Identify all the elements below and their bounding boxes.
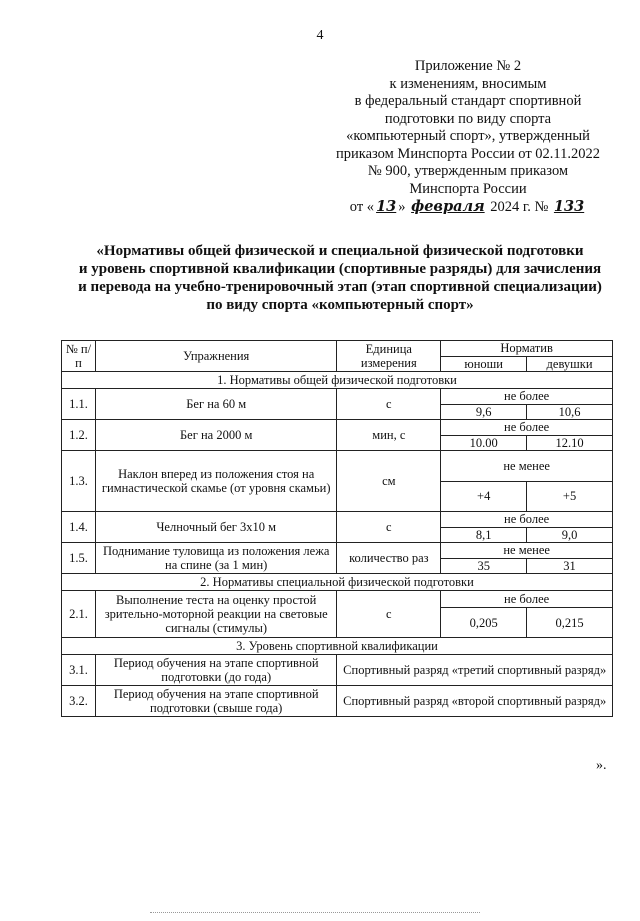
row-num: 2.1. — [62, 591, 96, 638]
appendix-line: Приложение № 2 — [414, 58, 522, 74]
value-girls: 9,0 — [527, 527, 613, 543]
value-boys: 0,205 — [441, 608, 527, 638]
value-boys: +4 — [441, 481, 527, 512]
section-title: 2. Нормативы специальной физической подготовки — [62, 574, 613, 591]
row-num: 1.1. — [62, 389, 96, 420]
table-row — [62, 655, 613, 686]
row-exercise: Период обучения на этапе спортивной подготовки (свыше года) — [95, 686, 336, 717]
row-num: 1.3. — [62, 451, 96, 512]
handwritten-order-number: 133 — [553, 198, 585, 215]
page-number: 4 — [316, 28, 324, 43]
header-unit: Единица измерения — [337, 341, 441, 372]
header-boys: юноши — [441, 356, 527, 372]
header-row — [62, 341, 613, 357]
section-title: 3. Уровень спортивной квалификации — [62, 638, 613, 655]
value-girls: 31 — [527, 558, 613, 574]
row-num: 3.1. — [62, 655, 96, 686]
row-unit: с — [337, 389, 441, 420]
row-unit: мин, с — [337, 420, 441, 451]
row-exercise: Поднимание туловища из положения лежа на спине (за 1 мин) — [95, 543, 336, 574]
value-girls: 12.10 — [527, 435, 613, 451]
header-exercise: Упражнения — [95, 341, 336, 372]
document-title — [60, 242, 620, 314]
value-girls: 0,215 — [527, 608, 613, 638]
row-unit: с — [337, 512, 441, 543]
row-exercise: Период обучения на этапе спортивной подготовки (до года) — [95, 655, 336, 686]
row-unit: с — [337, 591, 441, 638]
section-row — [62, 372, 613, 389]
row-condition: не более — [441, 389, 613, 405]
order-date-line — [318, 198, 618, 217]
row-qualification: Спортивный разряд «второй спортивный разряд» — [337, 686, 613, 717]
row-condition: не менее — [441, 543, 613, 559]
appendix-line: приказом Минспорта России от 02.11.2022 — [335, 145, 600, 162]
year-text: 2024 г. № — [490, 199, 549, 215]
row-condition: не менее — [441, 451, 613, 482]
row-exercise: Бег на 2000 м — [95, 420, 336, 451]
appendix-line: № 900, утвержденным приказом — [367, 163, 569, 179]
handwritten-day: 13 — [376, 198, 397, 215]
row-qualification: Спортивный разряд «третий спортивный разряд» — [337, 655, 613, 686]
section-title: 1. Нормативы общей физической подготовки — [62, 372, 613, 389]
scan-artifact-line — [150, 912, 480, 916]
row-condition: не более — [441, 591, 613, 608]
appendix-line: Минспорта России — [409, 180, 527, 197]
table-row — [62, 512, 613, 528]
closing-quote: ». — [596, 758, 607, 773]
appendix-line: в федеральный стандарт спортивной — [354, 93, 582, 109]
row-condition: не более — [441, 512, 613, 528]
row-exercise: Челночный бег 3х10 м — [95, 512, 336, 543]
title-line: по виду спорта «компьютерный спорт» — [206, 297, 474, 313]
appendix-line: «компьютерный спорт», утвержденный — [346, 128, 590, 144]
title-line: и перевода на учебно-тренировочный этап (этап спортивной специализации) — [78, 279, 602, 295]
value-boys: 35 — [441, 558, 527, 574]
header-girls: девушки — [527, 356, 613, 372]
table-row — [62, 686, 613, 717]
table-row — [62, 389, 613, 405]
value-girls: 10,6 — [527, 404, 613, 420]
title-line: и уровень спортивной квалификации (спортивные разряды) для зачисления — [78, 261, 602, 277]
appendix-line: к изменениям, вносимым — [389, 75, 547, 92]
appendix-block — [318, 58, 618, 217]
title-line: «Нормативы общей физической и специальной физической подготовки — [96, 243, 584, 259]
value-boys: 9,6 — [441, 404, 527, 420]
value-girls: +5 — [527, 481, 613, 512]
row-exercise: Наклон вперед из положения стоя на гимнастической скамье (от уровня скамьи) — [95, 451, 336, 512]
row-exercise: Бег на 60 м — [95, 389, 336, 420]
table-row — [62, 420, 613, 436]
handwritten-month: февраля — [411, 198, 485, 215]
row-num: 1.2. — [62, 420, 96, 451]
row-num: 3.2. — [62, 686, 96, 717]
row-num: 1.4. — [62, 512, 96, 543]
section-row — [62, 638, 613, 655]
row-exercise: Выполнение теста на оценку простой зрительно-моторной реакции на световые сигналы (стимулы) — [95, 591, 336, 638]
section-row — [62, 574, 613, 591]
value-boys: 8,1 — [441, 527, 527, 543]
norms-table — [61, 340, 613, 717]
value-boys: 10.00 — [441, 435, 527, 451]
date-mid: » — [398, 199, 406, 215]
header-num: № п/п — [62, 341, 96, 372]
row-unit: см — [337, 451, 441, 512]
appendix-line: подготовки по виду спорта — [384, 110, 552, 127]
table-row — [62, 543, 613, 559]
table-row — [62, 451, 613, 482]
row-num: 1.5. — [62, 543, 96, 574]
row-condition: не более — [441, 420, 613, 436]
row-unit: количество раз — [337, 543, 441, 574]
date-prefix: от « — [349, 199, 375, 215]
header-norm: Норматив — [441, 341, 613, 357]
table-row — [62, 591, 613, 608]
